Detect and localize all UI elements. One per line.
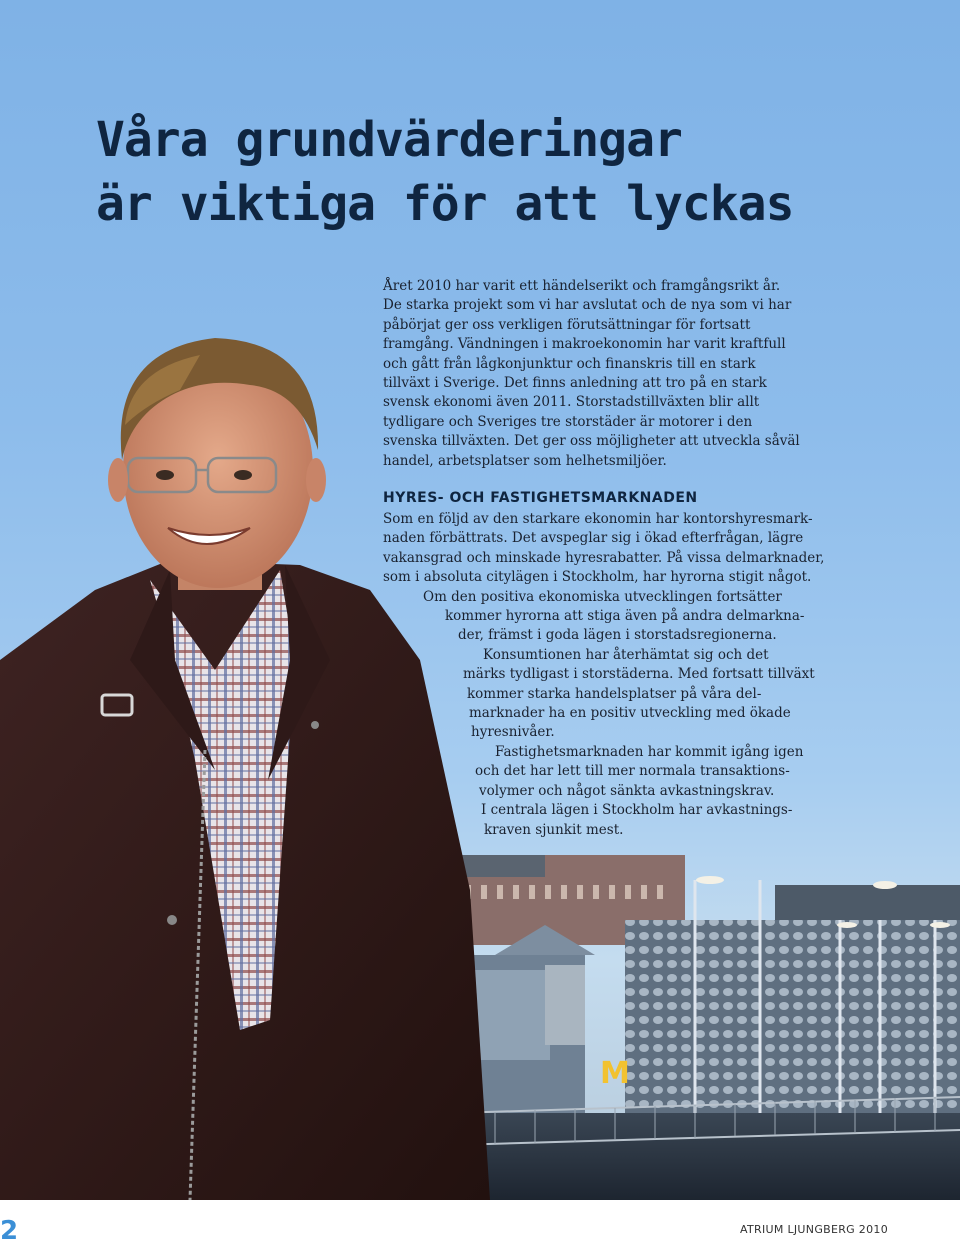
section-line: naden förbättrats. Det avspeglar sig i ökad efterfrågan, lägre [383,530,804,547]
section-line: vakansgrad och minskade hyresrabatter. På vissa delmarknader, [383,549,825,566]
city-buildings-image [455,845,960,1200]
publication-label: ATRIUM LJUNGBERG 2010 [740,1223,888,1236]
section-line: och det har lett till mer normala transaktions- [475,763,790,780]
section-line: märks tydligast i storstäderna. Med fortsatt tillväxt [463,666,815,683]
section-line: der, främst i goda lägen i storstadsregionerna. [458,627,777,644]
section-line: Konsumtionen har återhämtat sig och det [483,646,769,663]
page-number: 2 [0,1216,19,1246]
title-line-1: Våra grundvärderingar [96,112,682,168]
section-line: kommer hyrorna att stiga även på andra delmarkna- [445,608,805,625]
intro-text: Året 2010 har varit ett händelserikt och framgångsrikt år. De starka projekt som vi har avslutat och de nya som vi har påbörjat ger oss verkligen förutsättningar för fortsatt framgång. Vändningen i makroekonomin har varit kraftfull och gått från lågkonjunktur och finanskris till en stark tillväxt i Sverige. Det finns anledning att tro på en stark svensk ekonomi även 2011. Storstadstillväxten blir allt tydligare och Sveriges tre storstäder är motorer i den svenska tillväxten. Det ger oss möjligheter att utveckla såväl handel, arbetsplatser som helhetsmiljöer. [383,278,800,469]
title-line-2: är viktiga för att lyckas [96,176,794,232]
section-line: volymer och något sänkta avkastningskrav. [479,782,775,799]
section-line: Om den positiva ekonomiska utvecklingen fortsätter [423,588,782,605]
section-line: som i absoluta citylägen i Stockholm, har hyrorna stigit något. [383,569,812,586]
intro-paragraph [383,277,803,471]
section-line: kommer starka handelsplatser på våra del- [467,685,762,702]
section-heading: HYRES- OCH FASTIGHETSMARKNADEN [383,490,698,506]
section-line: marknader ha en positiv utveckling med ökade [469,705,791,722]
page-title [96,108,793,236]
section-line: kraven sjunkit mest. [484,821,624,838]
market-section [383,488,825,840]
section-line: I centrala lägen i Stockholm har avkastnings- [481,802,793,819]
mcdonalds-sign: M [600,1056,630,1091]
section-line: hyresnivåer. [471,724,555,741]
section-line: Fastighetsmarknaden har kommit igång igen [495,743,804,760]
section-line: Som en följd av den starkare ekonomin har kontorshyresmark- [383,511,813,527]
